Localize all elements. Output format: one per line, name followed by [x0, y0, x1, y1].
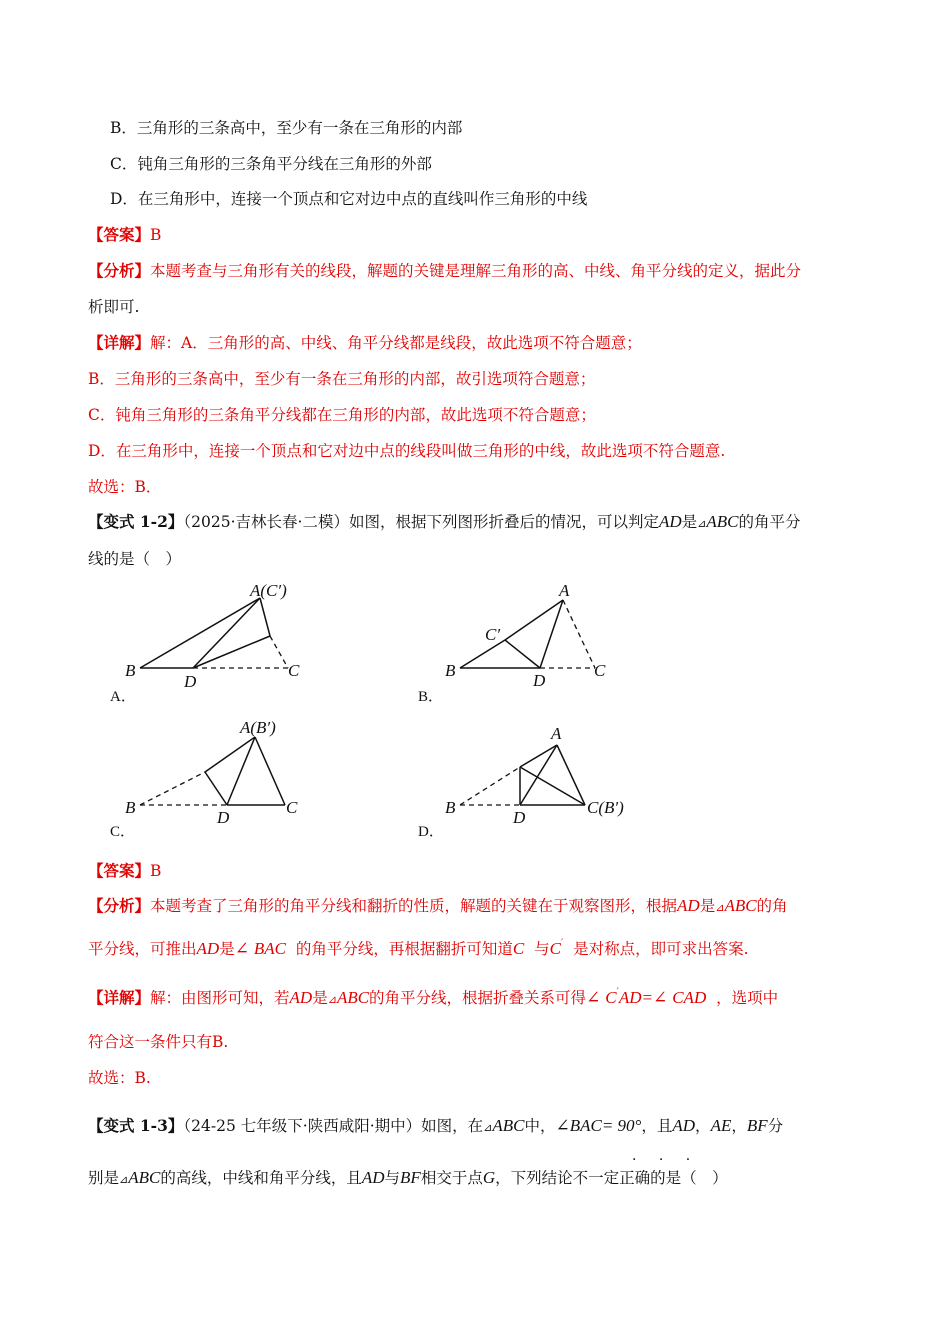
analysis-1-cont: 析即可. [88, 298, 140, 316]
answer-1: 【答案】B [88, 225, 162, 244]
option-b: B．三角形的三条高中，至少有一条在三角形的内部 [110, 119, 463, 137]
detail-3: C．钝角三角形的三条角平分线都在三角形的内部，故此选项不符合题意； [88, 406, 596, 424]
label-d: D [513, 808, 526, 827]
figure-d [435, 715, 655, 830]
label-d: D [184, 672, 197, 691]
question-2: 【变式 1-2】（2025·吉林长春·二模）如图，根据下列图形折叠后的情况，可以判定AD是⊿ABC的角平分 [88, 512, 801, 531]
answer-2: 【答案】B [88, 861, 162, 880]
label-d: D [533, 671, 546, 690]
choose-1: 故选：B． [88, 478, 162, 496]
label-a: A [559, 581, 570, 600]
label-c-prime: C′ [485, 625, 501, 644]
label-a: A(B′) [240, 718, 276, 737]
label-b: B [125, 798, 136, 817]
label-b: B [445, 661, 456, 680]
detail-2-1: 【详解】解：由图形可知，若AD是⊿ABC的角平分线，根据折叠关系可得∠ C′AD=∠ CAD ，选项中 [88, 987, 779, 1007]
choose-2: 故选：B. [88, 1069, 151, 1087]
label-d: D [217, 808, 230, 827]
label-c: C(B′) [587, 798, 624, 817]
label-b: B [125, 661, 136, 680]
fig-label-d: D． [418, 824, 444, 840]
figure-a [110, 578, 330, 693]
label-b: B [445, 798, 456, 817]
analysis-1: 【分析】本题考查与三角形有关的线段，解题的关键是理解三角形的高、中线、角平分线的定义，据此分 [88, 261, 802, 280]
detail-4: D．在三角形中，连接一个顶点和它对边中点的线段叫做三角形的中线，故此选项不符合题意. [88, 442, 726, 460]
analysis-2: 【分析】本题考查了三角形的角平分线和翻折的性质，解题的关键在于观察图形，根据AD是⊿ABC的角 [88, 896, 788, 915]
detail-2: B．三角形的三条高中，至少有一条在三角形的内部，故引选项符合题意； [88, 370, 596, 388]
option-c: C．钝角三角形的三条角平分线在三角形的外部 [110, 155, 432, 173]
option-d: D．在三角形中，连接一个顶点和它对边中点的直线叫作三角形的中线 [110, 190, 588, 208]
figure-b [435, 578, 655, 693]
analysis-2-cont: 平分线，可推出AD是∠ BAC 的角平分线，再根据翻折可知道C 与C′ 是对称点，即可求出答案. [88, 938, 749, 958]
question-3: 【变式 1-3】（24-25 七年级下·陕西咸阳·期中）如图，在⊿ABC中，∠BAC= 90°，且AD，AE，BF分 [88, 1116, 784, 1135]
question-3-cont: 别是⊿ABC的高线，中线和角平分线，且AD与BF相交于点G，下列结论不一定正确的是（ ） [88, 1168, 728, 1187]
label-a: A [551, 724, 562, 743]
label-c: C [288, 661, 300, 680]
detail-1: 【详解】解：A．三角形的高、中线、角平分线都是线段，故此选项不符合题意； [88, 333, 642, 352]
emphasis-dots: · · · [632, 1152, 700, 1168]
fig-label-c: C． [110, 824, 136, 840]
fig-label-b: B． [418, 689, 444, 705]
detail-2-2: 符合这一条件只有B. [88, 1033, 229, 1051]
fig-label-a: A． [110, 689, 136, 705]
label-c: C [286, 798, 298, 817]
figure-c [110, 715, 330, 830]
question-2-cont: 线的是（ ） [88, 550, 182, 568]
label-c: C [594, 661, 606, 680]
label-a: A(C′) [250, 581, 287, 600]
